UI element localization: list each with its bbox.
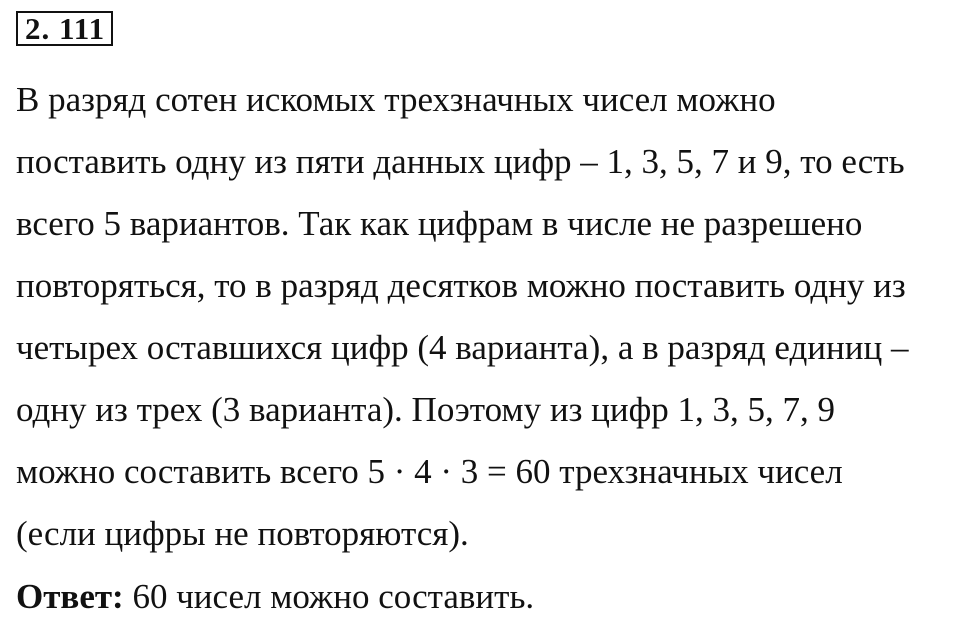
text-line: В разряд сотен искомых трехзначных чисел можно: [16, 80, 776, 119]
text-line: повторяться, то в разряд десятков можно поставить одну из: [16, 266, 906, 305]
answer-line: [16, 577, 534, 617]
answer-label: Ответ:: [16, 577, 124, 616]
text-line: можно составить всего 5 · 4 · 3 = 60 трехзначных чисел: [16, 452, 843, 491]
text-line: четырех оставшихся цифр (4 варианта), а в разряд единиц –: [16, 328, 909, 367]
text-line: поставить одну из пяти данных цифр – 1, 3, 5, 7 и 9, то есть: [16, 142, 905, 181]
text-line: одну из трех (3 варианта). Поэтому из цифр 1, 3, 5, 7, 9: [16, 390, 836, 429]
text-line: (если цифры не повторяются).: [16, 514, 469, 553]
problem-number: 2. 111: [16, 11, 113, 46]
answer-text: 60 чисел можно составить.: [123, 577, 535, 616]
text-line: всего 5 вариантов. Так как цифрам в числе не разрешено: [16, 204, 863, 243]
